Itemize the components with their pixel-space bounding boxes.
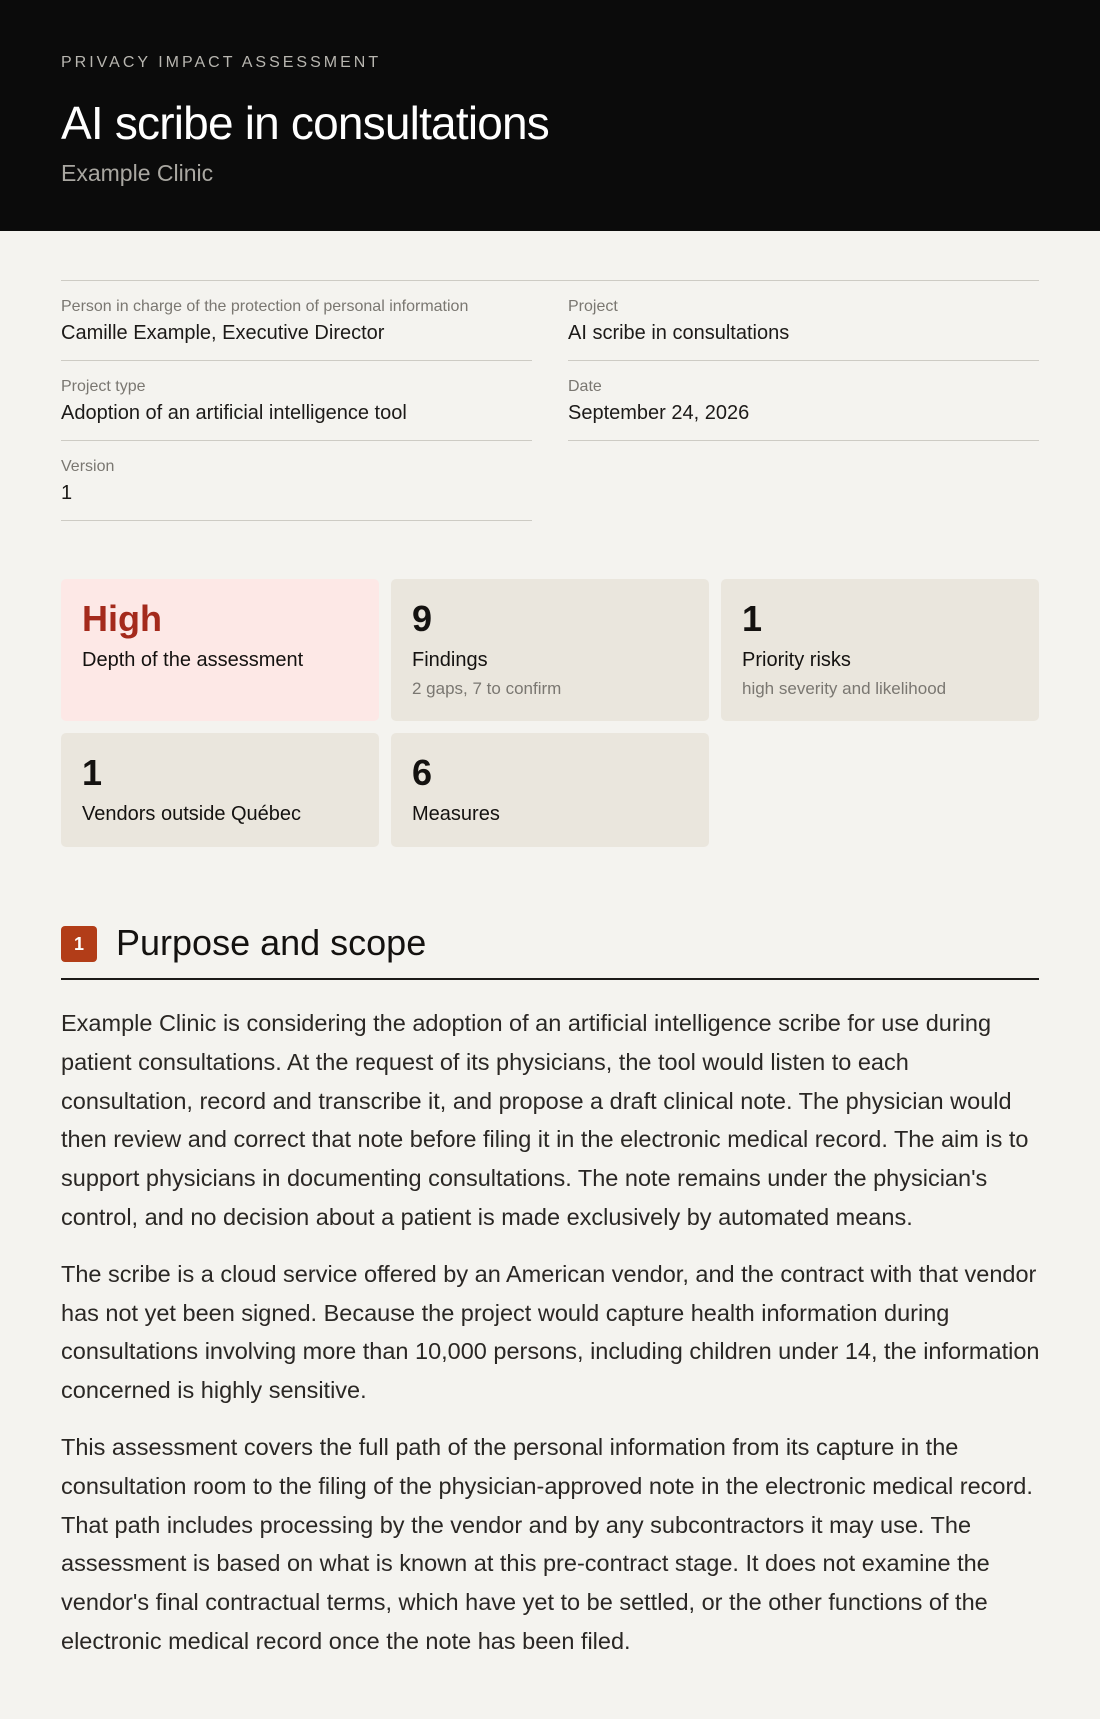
section-heading [61, 918, 1039, 980]
meta-date-label: Date [568, 378, 602, 395]
meta-person-label: Person in charge of the protection of personal information [61, 298, 469, 315]
card-depth-value: High [82, 598, 162, 639]
report-subtitle: Example Clinic [61, 160, 214, 186]
meta-project-value: AI scribe in consultations [568, 322, 790, 344]
card-findings-label: Findings [412, 649, 488, 671]
summary-cards [61, 579, 1039, 847]
card-measures-label: Measures [412, 803, 500, 825]
meta-date [568, 361, 1039, 441]
card-depth [61, 579, 379, 721]
meta-person [61, 281, 532, 361]
meta-type [61, 361, 532, 441]
meta-version-label: Version [61, 458, 115, 475]
section-number-badge: 1 [61, 926, 97, 962]
paragraph: The scribe is a cloud service offered by an American vendor, and the contract with that vendor has not yet been signed. Because the project would capture health information during consultations involving more than 10,000 persons, including children under 14, the information concerned is highly sensitive. [61, 1260, 1040, 1404]
card-priority-value: 1 [742, 598, 763, 639]
card-vendors-label: Vendors outside Québec [82, 803, 302, 825]
meta-project-label: Project [568, 298, 618, 315]
report-title: AI scribe in consultations [61, 97, 550, 149]
card-findings [391, 579, 709, 721]
card-vendors-value: 1 [82, 752, 103, 793]
meta-project [568, 281, 1039, 361]
card-priority-sub: high severity and likelihood [742, 679, 947, 698]
paragraph: This assessment covers the full path of the personal information from its capture in the consultation room to the filing of the physician-approved note in the electronic medical record. That path includes processing by the vendor and by any subcontractors it may use. The assessment is based on what is known at this pre-contract stage. It does not examine the vendor's final contractual terms, which have yet to be settled, or the other functions of the electronic medical record once the note has been filed. [61, 1433, 1033, 1654]
meta-date-value: September 24, 2026 [568, 402, 750, 424]
meta-version-value: 1 [61, 482, 73, 504]
card-measures [391, 733, 709, 847]
report-eyebrow: PRIVACY IMPACT ASSESSMENT [61, 54, 382, 71]
metadata-panel [61, 280, 1039, 521]
meta-person-value: Camille Example, Executive Director [61, 322, 385, 344]
report-header [0, 0, 1100, 231]
section-title: Purpose and scope [116, 922, 427, 963]
card-depth-label: Depth of the assessment [82, 649, 304, 671]
card-findings-sub: 2 gaps, 7 to confirm [412, 679, 562, 698]
card-findings-value: 9 [412, 598, 433, 639]
meta-type-label: Project type [61, 378, 146, 395]
section-body [61, 1004, 1046, 1679]
card-priority-label: Priority risks [742, 649, 851, 671]
card-measures-value: 6 [412, 752, 433, 793]
card-priority [721, 579, 1039, 721]
paragraph: Example Clinic is considering the adoption of an artificial intelligence scribe for use during patient consultations. At the request of its physicians, the tool would listen to each consultation, record and transcribe it, and propose a draft clinical note. The physician would then review and correct that note before filing it in the electronic medical record. The aim is to support physicians in documenting consultations. The note remains under the physician's control, and no decision about a patient is made exclusively by automated means. [61, 1010, 1029, 1230]
meta-type-value: Adoption of an artificial intelligence tool [61, 402, 407, 424]
card-vendors [61, 733, 379, 847]
meta-version [61, 441, 532, 521]
